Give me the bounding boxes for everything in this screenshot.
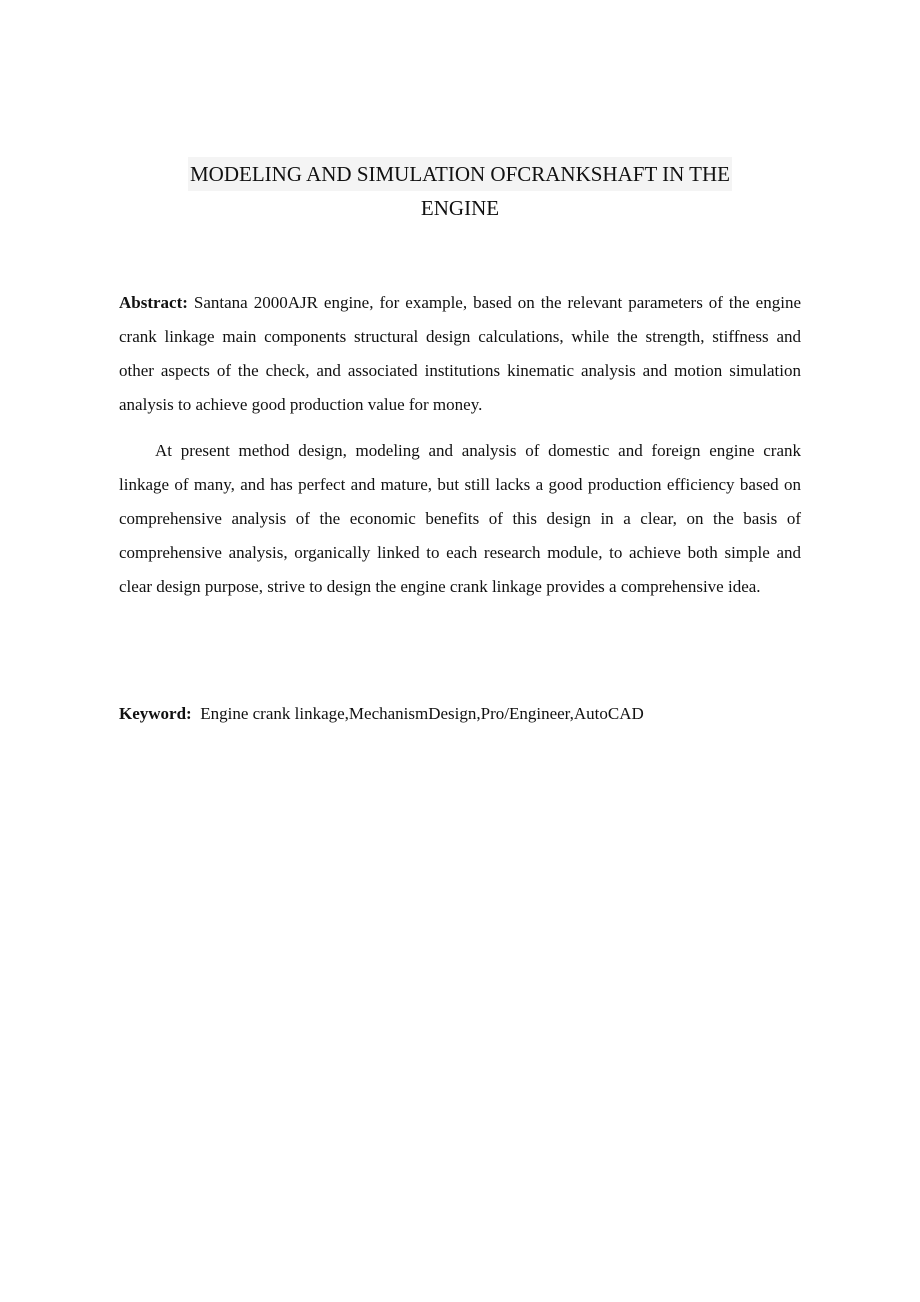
abstract-paragraph [119,286,801,422]
title-line-2: ENGINE [420,196,500,220]
title-line-1: MODELING AND SIMULATION OFCRANKSHAFT IN THE [188,157,732,191]
body-paragraph: At present method design, modeling and analysis of domestic and foreign engine crank linkage of many, and has perfect and mature, but still lacks a good production efficiency based on comprehensive analysis of the economic benefits of this design in a clear, on the basis of comprehensive analysis, organically linked to each research module, to achieve both simple and clear design purpose, strive to design the engine crank linkage provides a comprehensive idea. [119,441,801,596]
abstract-label: Abstract: [119,293,188,312]
keyword-label: Keyword: [119,704,192,723]
abstract-text: Santana 2000AJR engine, for example, based on the relevant parameters of the engine crank linkage main components structural design calculations, while the strength, stiffness and other aspects of the check, and associated institutions kinematic analysis and motion simulation analysis to achieve good production value for money. [119,293,801,414]
paper-title [119,157,801,225]
keyword-text: Engine crank linkage,MechanismDesign,Pro/Engineer,AutoCAD [200,704,644,723]
keyword-line [119,697,801,731]
